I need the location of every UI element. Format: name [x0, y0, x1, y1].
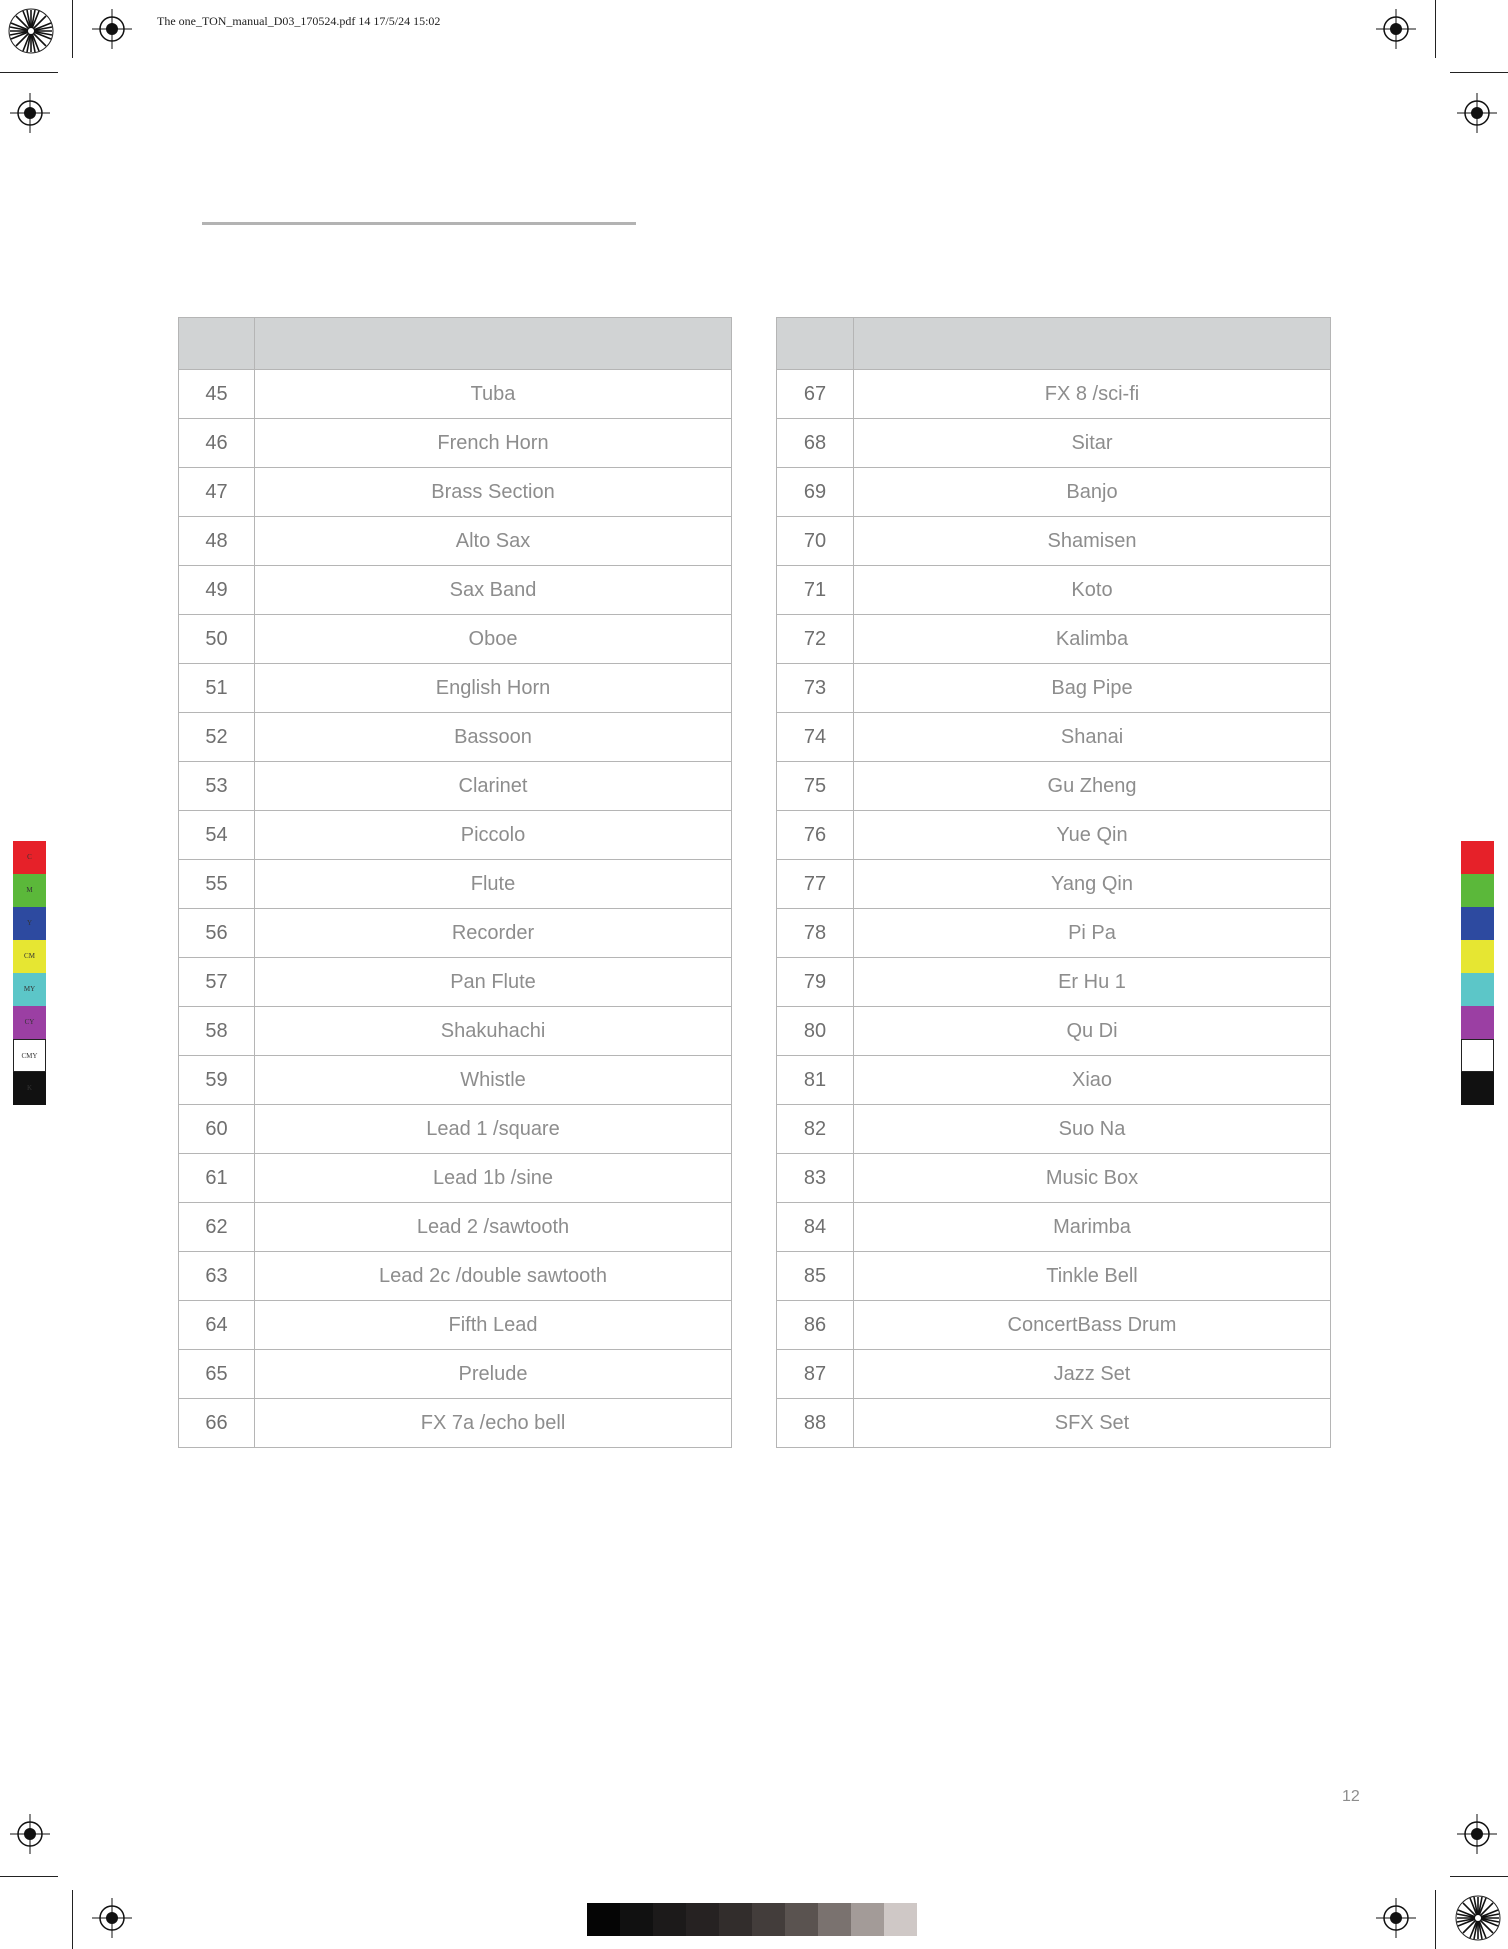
instrument-name: Suo Na: [854, 1105, 1331, 1154]
instrument-name: Prelude: [255, 1350, 732, 1399]
instrument-number: 69: [777, 468, 854, 517]
instrument-name: Pi Pa: [854, 909, 1331, 958]
gray-swatch: [653, 1903, 686, 1936]
registration-mark-icon: [92, 9, 132, 49]
instrument-name: Kalimba: [854, 615, 1331, 664]
table-row: [777, 664, 1331, 713]
table-row: [179, 1350, 732, 1399]
instrument-name: Yue Qin: [854, 811, 1331, 860]
table-row: [179, 1105, 732, 1154]
instrument-name: Koto: [854, 566, 1331, 615]
instrument-number: 47: [179, 468, 255, 517]
table-row: [179, 517, 732, 566]
instrument-name: Brass Section: [255, 468, 732, 517]
instrument-name: Flute: [255, 860, 732, 909]
header-instrument: [255, 318, 732, 370]
gray-swatch: [851, 1903, 884, 1936]
table-row: [179, 1007, 732, 1056]
instrument-name: Sitar: [854, 419, 1331, 468]
table-row: [777, 1350, 1331, 1399]
instrument-number: 63: [179, 1252, 255, 1301]
instrument-number: 53: [179, 762, 255, 811]
instrument-table-right: [776, 317, 1331, 1448]
instrument-number: 74: [777, 713, 854, 762]
table-row: [179, 615, 732, 664]
instrument-name: Tuba: [255, 370, 732, 419]
gray-swatch: [818, 1903, 851, 1936]
table-row: [777, 1399, 1331, 1448]
crop-mark: [1450, 1876, 1508, 1877]
instrument-number: 55: [179, 860, 255, 909]
instrument-number: 67: [777, 370, 854, 419]
instrument-number: 72: [777, 615, 854, 664]
instrument-number: 82: [777, 1105, 854, 1154]
file-slug: The one_TON_manual_D03_170524.pdf 14 17/5/24 15:02: [157, 14, 441, 28]
table-row: [777, 566, 1331, 615]
instrument-number: 51: [179, 664, 255, 713]
instrument-name: Pan Flute: [255, 958, 732, 1007]
color-swatch: MY: [13, 973, 46, 1006]
instrument-name: Music Box: [854, 1154, 1331, 1203]
instrument-name: Alto Sax: [255, 517, 732, 566]
table-row: [777, 1154, 1331, 1203]
instrument-name: Xiao: [854, 1056, 1331, 1105]
registration-mark-icon: [1457, 1814, 1497, 1854]
instrument-number: 65: [179, 1350, 255, 1399]
instrument-table-left: [178, 317, 732, 1448]
gray-swatch: [884, 1903, 917, 1936]
gray-swatch: [587, 1903, 620, 1936]
instrument-number: 62: [179, 1203, 255, 1252]
instrument-name: Qu Di: [854, 1007, 1331, 1056]
table-row: [777, 517, 1331, 566]
table-row: [777, 909, 1331, 958]
table-row: [179, 909, 732, 958]
instrument-name: Yang Qin: [854, 860, 1331, 909]
registration-mark-icon: [1457, 93, 1497, 133]
table-row: [777, 468, 1331, 517]
gray-swatch: [620, 1903, 653, 1936]
table-row: [179, 958, 732, 1007]
instrument-name: Oboe: [255, 615, 732, 664]
crop-mark: [72, 1890, 73, 1949]
table-row: [777, 762, 1331, 811]
instrument-number: 84: [777, 1203, 854, 1252]
instrument-name: Shanai: [854, 713, 1331, 762]
table-row: [777, 1301, 1331, 1350]
color-swatch: [1461, 1039, 1494, 1072]
instrument-number: 88: [777, 1399, 854, 1448]
instrument-number: 54: [179, 811, 255, 860]
instrument-number: 86: [777, 1301, 854, 1350]
instrument-number: 77: [777, 860, 854, 909]
instrument-name: Sax Band: [255, 566, 732, 615]
instrument-number: 56: [179, 909, 255, 958]
table-row: [777, 811, 1331, 860]
table-row: [777, 1203, 1331, 1252]
instrument-name: Fifth Lead: [255, 1301, 732, 1350]
table-row: [179, 566, 732, 615]
instrument-number: 52: [179, 713, 255, 762]
instrument-name: Gu Zheng: [854, 762, 1331, 811]
registration-mark-icon: [10, 93, 50, 133]
gray-swatch: [719, 1903, 752, 1936]
table-row: [179, 1252, 732, 1301]
instrument-number: 76: [777, 811, 854, 860]
instrument-number: 87: [777, 1350, 854, 1399]
crop-mark: [72, 0, 73, 58]
instrument-name: Jazz Set: [854, 1350, 1331, 1399]
instrument-name: Lead 1b /sine: [255, 1154, 732, 1203]
instrument-number: 83: [777, 1154, 854, 1203]
color-swatch: [1461, 940, 1494, 973]
table-row: [777, 713, 1331, 762]
starburst-mark-bottom-right: [1455, 1895, 1501, 1941]
instrument-number: 49: [179, 566, 255, 615]
crop-mark: [0, 1876, 58, 1877]
table-row: [179, 1056, 732, 1105]
instrument-number: 80: [777, 1007, 854, 1056]
color-swatch: K: [13, 1072, 46, 1105]
color-swatch: [1461, 1006, 1494, 1039]
instrument-name: Shamisen: [854, 517, 1331, 566]
table-row: [777, 370, 1331, 419]
color-swatch: CM: [13, 940, 46, 973]
registration-mark-icon: [92, 1898, 132, 1938]
instrument-name: ConcertBass Drum: [854, 1301, 1331, 1350]
color-swatch: CY: [13, 1006, 46, 1039]
table-row: [179, 811, 732, 860]
instrument-number: 58: [179, 1007, 255, 1056]
instrument-number: 71: [777, 566, 854, 615]
instrument-number: 73: [777, 664, 854, 713]
instrument-number: 48: [179, 517, 255, 566]
instrument-name: FX 8 /sci-fi: [854, 370, 1331, 419]
registration-mark-icon: [10, 1814, 50, 1854]
table-row: [179, 468, 732, 517]
title-underline: [202, 222, 636, 225]
instrument-name: Lead 2c /double sawtooth: [255, 1252, 732, 1301]
instrument-name: SFX Set: [854, 1399, 1331, 1448]
instrument-name: Tinkle Bell: [854, 1252, 1331, 1301]
table-row: [777, 958, 1331, 1007]
registration-mark-icon: [1376, 9, 1416, 49]
instrument-number: 60: [179, 1105, 255, 1154]
instrument-number: 78: [777, 909, 854, 958]
table-row: [179, 860, 732, 909]
color-swatch: CMY: [13, 1039, 46, 1072]
instrument-name: Clarinet: [255, 762, 732, 811]
instrument-name: French Horn: [255, 419, 732, 468]
color-swatch: [1461, 841, 1494, 874]
instrument-name: Piccolo: [255, 811, 732, 860]
table-row: [179, 1399, 732, 1448]
table-row: [179, 713, 732, 762]
header-number: [179, 318, 255, 370]
table-row: [777, 1007, 1331, 1056]
gray-swatch: [686, 1903, 719, 1936]
instrument-name: Recorder: [255, 909, 732, 958]
table-row: [777, 860, 1331, 909]
instrument-name: FX 7a /echo bell: [255, 1399, 732, 1448]
instrument-number: 70: [777, 517, 854, 566]
registration-mark-icon: [1376, 1898, 1416, 1938]
table-row: [179, 664, 732, 713]
color-swatch: [1461, 874, 1494, 907]
table-row: [179, 1301, 732, 1350]
instrument-name: Whistle: [255, 1056, 732, 1105]
color-swatch: [1461, 973, 1494, 1006]
table-row: [777, 1105, 1331, 1154]
instrument-number: 59: [179, 1056, 255, 1105]
page-number: 12: [1342, 1788, 1360, 1805]
header-number: [777, 318, 854, 370]
table-row: [179, 1203, 732, 1252]
crop-mark: [1450, 72, 1508, 73]
instrument-number: 85: [777, 1252, 854, 1301]
instrument-number: 61: [179, 1154, 255, 1203]
instrument-name: Er Hu 1: [854, 958, 1331, 1007]
instrument-number: 57: [179, 958, 255, 1007]
instrument-number: 81: [777, 1056, 854, 1105]
instrument-number: 50: [179, 615, 255, 664]
table-row: [777, 615, 1331, 664]
color-swatch: C: [13, 841, 46, 874]
table-row: [777, 419, 1331, 468]
color-swatch: [1461, 1072, 1494, 1105]
crop-mark: [0, 72, 58, 73]
table-row: [777, 1056, 1331, 1105]
instrument-name: Bag Pipe: [854, 664, 1331, 713]
instrument-name: Bassoon: [255, 713, 732, 762]
instrument-number: 46: [179, 419, 255, 468]
color-swatch: Y: [13, 907, 46, 940]
starburst-mark-top-left: [8, 8, 54, 54]
instrument-number: 66: [179, 1399, 255, 1448]
instrument-name: English Horn: [255, 664, 732, 713]
table-row: [777, 1252, 1331, 1301]
color-swatch: M: [13, 874, 46, 907]
instrument-name: Banjo: [854, 468, 1331, 517]
table-header: [179, 318, 732, 370]
table-row: [179, 762, 732, 811]
instrument-name: Shakuhachi: [255, 1007, 732, 1056]
instrument-number: 68: [777, 419, 854, 468]
instrument-number: 45: [179, 370, 255, 419]
instrument-name: Marimba: [854, 1203, 1331, 1252]
color-bar-left: [13, 841, 46, 1105]
table-row: [179, 1154, 732, 1203]
gray-swatch: [785, 1903, 818, 1936]
crop-mark: [1435, 0, 1436, 58]
table-header: [777, 318, 1331, 370]
table-row: [179, 370, 732, 419]
instrument-number: 75: [777, 762, 854, 811]
instrument-name: Lead 2 /sawtooth: [255, 1203, 732, 1252]
instrument-number: 79: [777, 958, 854, 1007]
instrument-name: Lead 1 /square: [255, 1105, 732, 1154]
color-swatch: [1461, 907, 1494, 940]
gray-swatch: [752, 1903, 785, 1936]
header-instrument: [854, 318, 1331, 370]
instrument-number: 64: [179, 1301, 255, 1350]
color-bar-right: [1461, 841, 1494, 1105]
table-row: [179, 419, 732, 468]
crop-mark: [1435, 1890, 1436, 1949]
